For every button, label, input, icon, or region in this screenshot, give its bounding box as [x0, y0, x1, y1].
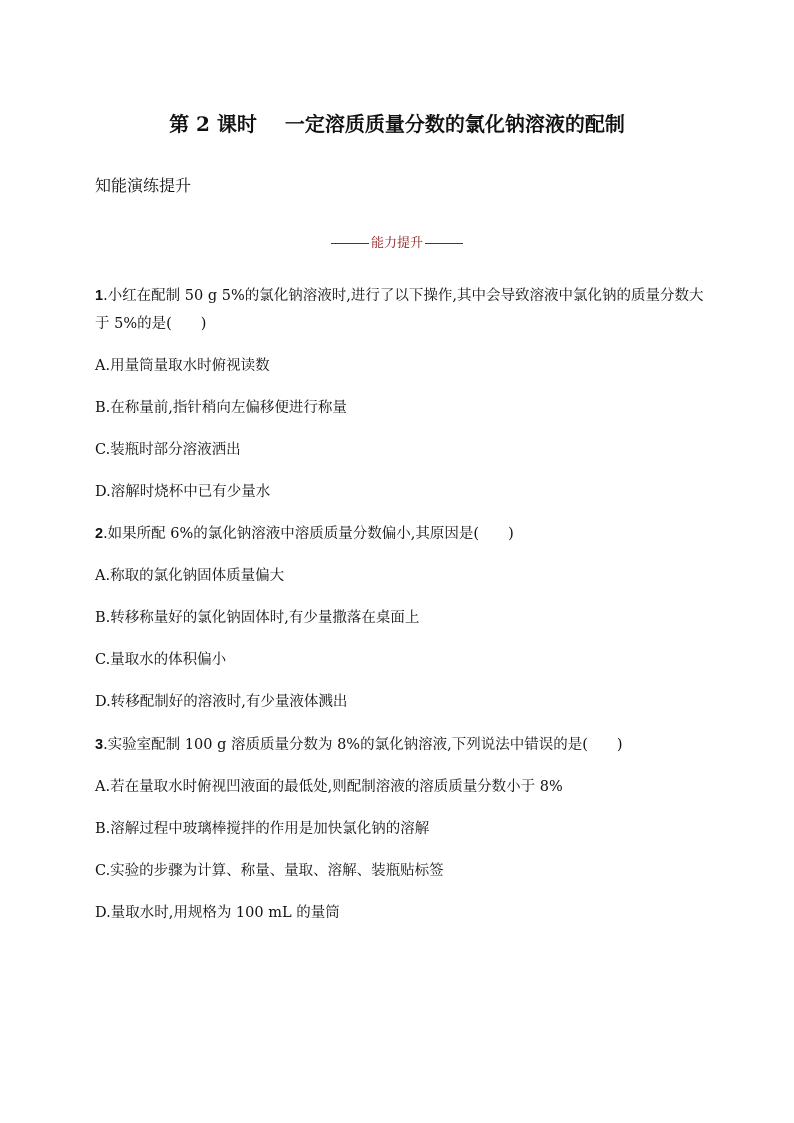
question-2-stem	[95, 520, 705, 548]
question-text: .如果所配 6%的氯化钠溶液中溶质质量分数偏小,其原因是( )	[103, 526, 514, 542]
section-heading: 知能演练提升	[95, 176, 192, 195]
question-number: 1	[95, 288, 104, 304]
question-1-stem	[95, 282, 705, 338]
question-text: .小红在配制 50 g 5%的氯化钠溶液时,进行了以下操作,其中会导致溶液中氯化钠的质量分数大于 5%的是( )	[95, 288, 704, 332]
right-rule	[425, 243, 463, 244]
question-3-stem	[95, 731, 705, 759]
question-text: .实验室配制 100 g 溶质质量分数为 8%的氯化钠溶液,下列说法中错误的是( )	[103, 737, 623, 753]
question-2-option-c: C.量取水的体积偏小	[95, 652, 227, 668]
question-2-option-a: A.称取的氯化钠固体质量偏大	[95, 568, 285, 584]
left-rule	[331, 243, 369, 244]
question-3-option-b: B.溶解过程中玻璃棒搅拌的作用是加快氯化钠的溶解	[95, 821, 430, 837]
question-1-option-a: A.用量筒量取水时俯视读数	[95, 358, 270, 374]
question-1-option-c: C.装瓶时部分溶液洒出	[95, 442, 241, 458]
question-number: 3	[95, 737, 104, 753]
question-2-option-b: B.转移称量好的氯化钠固体时,有少量撒落在桌面上	[95, 610, 420, 626]
subsection-heading	[0, 232, 794, 251]
lesson-number: 第 2 课时	[169, 112, 257, 136]
page-title	[0, 108, 794, 137]
subsection-label: 能力提升	[370, 236, 423, 251]
lesson-topic: 一定溶质质量分数的氯化钠溶液的配制	[284, 112, 625, 136]
question-2-option-d: D.转移配制好的溶液时,有少量液体溅出	[95, 694, 348, 710]
question-3-option-c: C.实验的步骤为计算、称量、量取、溶解、装瓶贴标签	[95, 863, 444, 879]
question-3-option-d: D.量取水时,用规格为 100 mL 的量筒	[95, 905, 340, 921]
question-1-option-b: B.在称量前,指针稍向左偏移便进行称量	[95, 400, 347, 416]
question-number: 2	[95, 526, 104, 542]
question-1-option-d: D.溶解时烧杯中已有少量水	[95, 484, 271, 500]
question-3-option-a: A.若在量取水时俯视凹液面的最低处,则配制溶液的溶质质量分数小于 8%	[95, 779, 563, 795]
